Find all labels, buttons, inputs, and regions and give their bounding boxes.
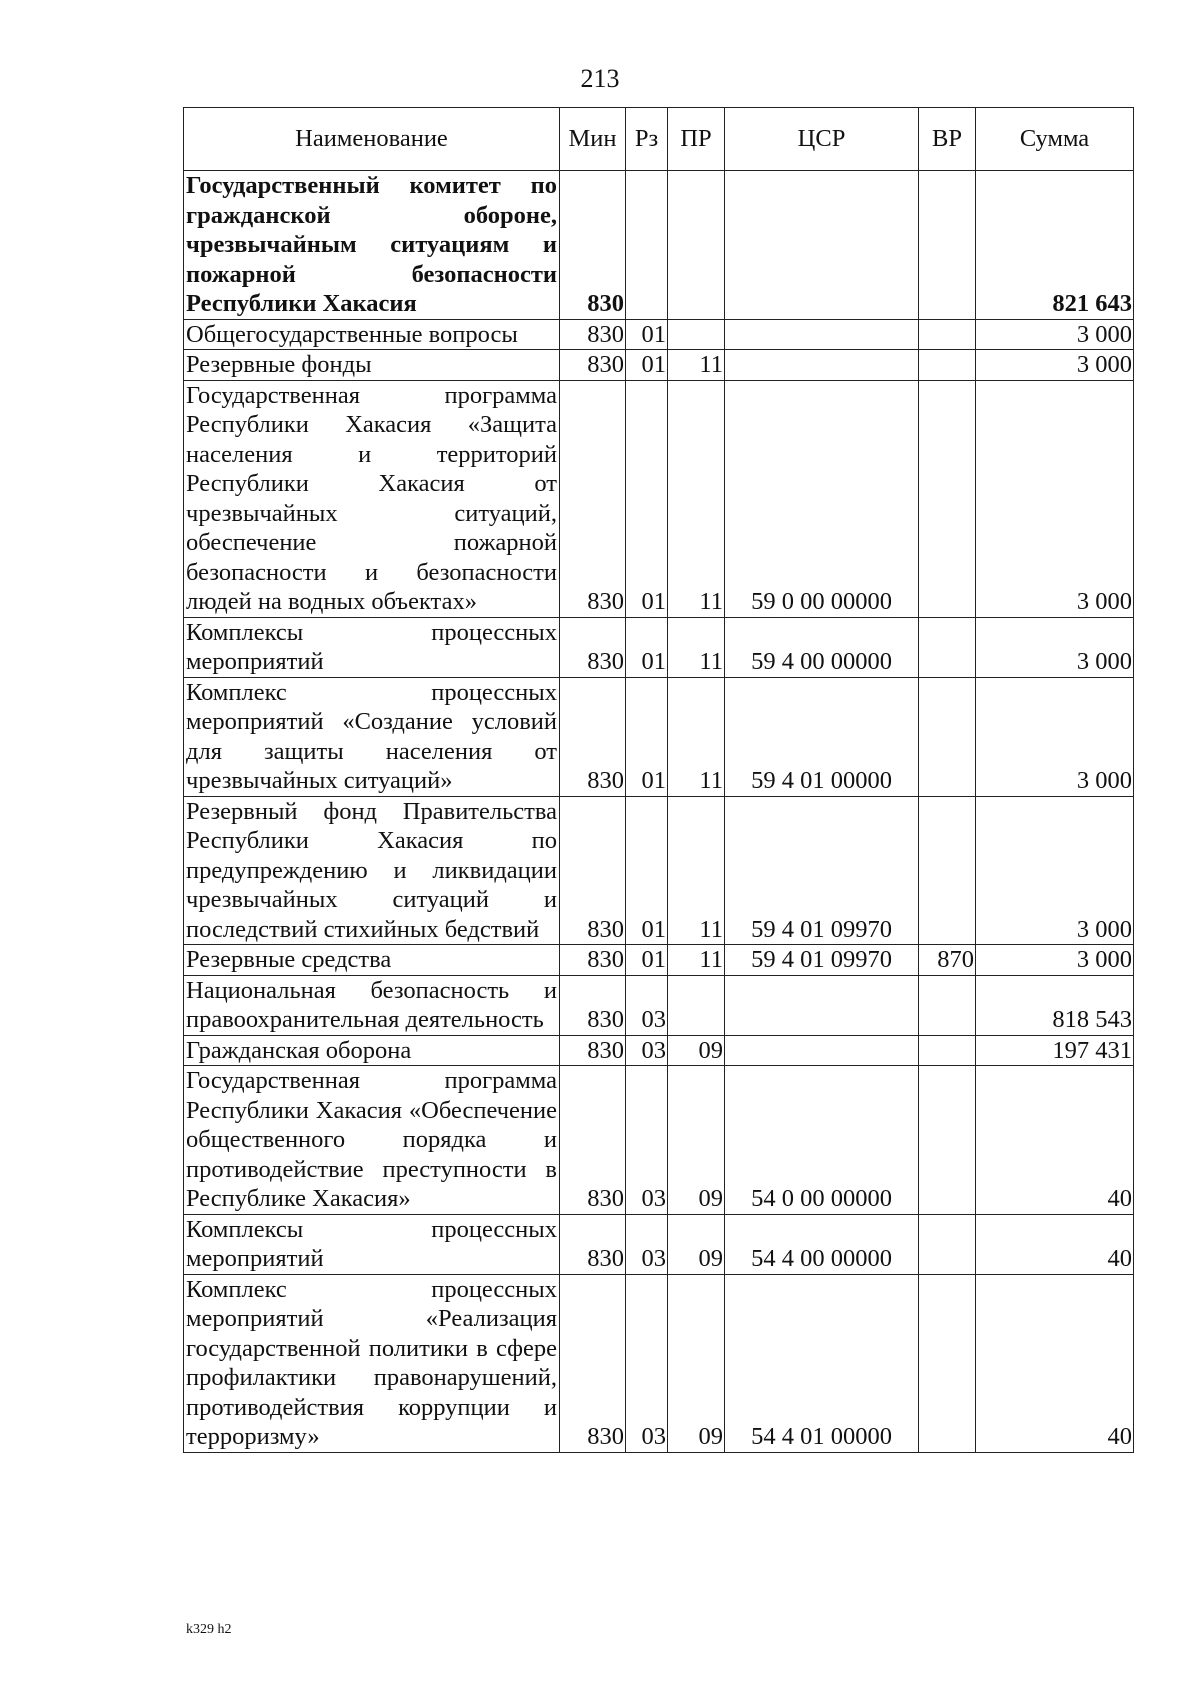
cell-sum: 821 643: [976, 171, 1134, 320]
cell-sum: 3 000: [976, 796, 1134, 945]
cell-vr: [919, 1214, 976, 1274]
cell-pr: [668, 319, 725, 350]
cell-name: Государственный комитет по гражданской обороне, чрезвычайным ситуациям и пожарной безопасности Республики Хакасия: [184, 171, 560, 320]
header-rz: Рз: [626, 108, 668, 171]
cell-sum: 197 431: [976, 1035, 1134, 1066]
cell-sum: 3 000: [976, 945, 1134, 976]
header-min: Мин: [560, 108, 626, 171]
cell-rz: 01: [626, 350, 668, 381]
cell-csr: 59 4 01 00000: [725, 677, 919, 796]
cell-vr: [919, 380, 976, 617]
header-pr: ПР: [668, 108, 725, 171]
header-vr: ВР: [919, 108, 976, 171]
cell-vr: [919, 1035, 976, 1066]
table-row: [184, 796, 1134, 945]
cell-min: 830: [560, 1214, 626, 1274]
cell-sum: 40: [976, 1066, 1134, 1215]
cell-min: 830: [560, 380, 626, 617]
cell-sum: 3 000: [976, 677, 1134, 796]
cell-rz: 01: [626, 380, 668, 617]
cell-sum: 3 000: [976, 380, 1134, 617]
cell-rz: 03: [626, 1066, 668, 1215]
cell-pr: 09: [668, 1035, 725, 1066]
cell-rz: 01: [626, 945, 668, 976]
cell-vr: [919, 677, 976, 796]
cell-vr: [919, 350, 976, 381]
cell-min: 830: [560, 945, 626, 976]
cell-pr: 09: [668, 1066, 725, 1215]
cell-name: Резервный фонд Правительства Республики Хакасия по предупреждению и ликвидации чрезвычайных ситуаций и последствий стихийных бедствий: [184, 796, 560, 945]
header-name: Наименование: [184, 108, 560, 171]
page-number: 213: [580, 64, 620, 93]
cell-rz: 01: [626, 677, 668, 796]
cell-rz: 03: [626, 1214, 668, 1274]
cell-csr: [725, 171, 919, 320]
table-row: [184, 1066, 1134, 1215]
table-body: [184, 171, 1134, 1453]
cell-pr: 09: [668, 1214, 725, 1274]
header-sum: Сумма: [976, 108, 1134, 171]
cell-sum: 40: [976, 1274, 1134, 1452]
cell-pr: 09: [668, 1274, 725, 1452]
cell-name: Гражданская оборона: [184, 1035, 560, 1066]
table-row: [184, 1214, 1134, 1274]
cell-name: Комплексы процессных мероприятий: [184, 1214, 560, 1274]
cell-rz: 01: [626, 617, 668, 677]
cell-name: Комплекс процессных мероприятий «Реализация государственной политики в сфере профилактики правонарушений, противодействия коррупции и терроризму»: [184, 1274, 560, 1452]
table-row: [184, 617, 1134, 677]
cell-csr: [725, 975, 919, 1035]
table-row: [184, 319, 1134, 350]
cell-name: Государственная программа Республики Хакасия «Защита населения и территорий Республики Хакасия от чрезвычайных ситуаций, обеспечение пожарной безопасности и безопасности людей на водных объектах»: [184, 380, 560, 617]
cell-sum: 3 000: [976, 617, 1134, 677]
cell-csr: 59 4 01 09970: [725, 945, 919, 976]
header-row: [184, 108, 1134, 171]
cell-csr: 54 4 01 00000: [725, 1274, 919, 1452]
cell-csr: [725, 1035, 919, 1066]
header-csr: ЦСР: [725, 108, 919, 171]
cell-vr: [919, 319, 976, 350]
cell-pr: [668, 171, 725, 320]
cell-csr: 54 4 00 00000: [725, 1214, 919, 1274]
cell-rz: 03: [626, 1274, 668, 1452]
cell-pr: 11: [668, 945, 725, 976]
cell-pr: 11: [668, 677, 725, 796]
table-header: [184, 108, 1134, 171]
cell-rz: 01: [626, 796, 668, 945]
cell-min: 830: [560, 677, 626, 796]
cell-min: 830: [560, 1066, 626, 1215]
footer-code: k329 h2: [186, 1622, 232, 1637]
table-row: [184, 677, 1134, 796]
cell-sum: 40: [976, 1214, 1134, 1274]
table-row: [184, 350, 1134, 381]
budget-table: [183, 107, 1134, 1453]
cell-rz: 03: [626, 1035, 668, 1066]
cell-name: Общегосударственные вопросы: [184, 319, 560, 350]
cell-rz: [626, 171, 668, 320]
cell-vr: [919, 1274, 976, 1452]
table-row: [184, 1035, 1134, 1066]
table-row: [184, 1274, 1134, 1452]
table-row: [184, 975, 1134, 1035]
cell-pr: 11: [668, 380, 725, 617]
table-row: [184, 171, 1134, 320]
cell-csr: 59 4 00 00000: [725, 617, 919, 677]
cell-vr: [919, 1066, 976, 1215]
cell-csr: 59 0 00 00000: [725, 380, 919, 617]
cell-name: Резервные фонды: [184, 350, 560, 381]
cell-csr: [725, 319, 919, 350]
cell-name: Государственная программа Республики Хакасия «Обеспечение общественного порядка и противодействие преступности в Республике Хакасия»: [184, 1066, 560, 1215]
cell-pr: 11: [668, 796, 725, 945]
cell-min: 830: [560, 796, 626, 945]
cell-min: 830: [560, 617, 626, 677]
cell-name: Национальная безопасность и правоохранительная деятельность: [184, 975, 560, 1035]
cell-min: 830: [560, 171, 626, 320]
cell-vr: [919, 171, 976, 320]
cell-vr: [919, 617, 976, 677]
cell-vr: 870: [919, 945, 976, 976]
cell-pr: 11: [668, 350, 725, 381]
cell-min: 830: [560, 350, 626, 381]
cell-pr: [668, 975, 725, 1035]
cell-min: 830: [560, 1035, 626, 1066]
cell-min: 830: [560, 975, 626, 1035]
cell-vr: [919, 975, 976, 1035]
cell-name: Резервные средства: [184, 945, 560, 976]
cell-rz: 03: [626, 975, 668, 1035]
table-row: [184, 945, 1134, 976]
cell-sum: 3 000: [976, 319, 1134, 350]
cell-csr: 59 4 01 09970: [725, 796, 919, 945]
cell-rz: 01: [626, 319, 668, 350]
cell-pr: 11: [668, 617, 725, 677]
cell-sum: 3 000: [976, 350, 1134, 381]
cell-sum: 818 543: [976, 975, 1134, 1035]
table-row: [184, 380, 1134, 617]
cell-name: Комплекс процессных мероприятий «Создание условий для защиты населения от чрезвычайных ситуаций»: [184, 677, 560, 796]
cell-vr: [919, 796, 976, 945]
cell-name: Комплексы процессных мероприятий: [184, 617, 560, 677]
cell-csr: [725, 350, 919, 381]
cell-min: 830: [560, 319, 626, 350]
cell-csr: 54 0 00 00000: [725, 1066, 919, 1215]
cell-min: 830: [560, 1274, 626, 1452]
